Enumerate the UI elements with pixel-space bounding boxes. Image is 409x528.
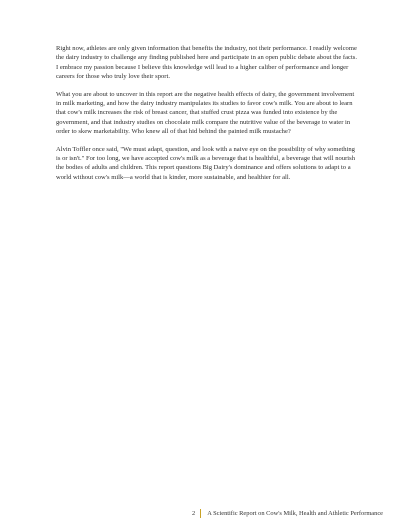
body-paragraph: Right now, athletes are only given information that benefits the industry, not their performance. I readily welcome the dairy industry to challenge any finding published here and participate in an open public debate about the facts. I embrace my passion because I believe this knowledge will lead to a higher caliber of performance and longer careers for those who truly love their sport. xyxy=(56,45,358,80)
footer-title: A Scientific Report on Cow's Milk, Health and Athletic Performance xyxy=(207,509,383,517)
page-number: 2 xyxy=(192,509,196,517)
body-paragraph: What you are about to uncover in this report are the negative health effects of dairy, the government involvement in milk marketing, and how the dairy industry manipulates its studies to favor cow's milk. You are about to learn that cow's milk increases the risk of breast cancer, that stuffed crust pizza was funded into existence by the government, and that industry studies on chocolate milk compare the nutritive value of the beverage to water in order to skew marketability. Who knew all of that hid behind the painted milk mustache? xyxy=(56,90,355,135)
page-footer xyxy=(0,508,409,518)
body-text xyxy=(56,44,360,190)
body-paragraph: Alvin Toffler once said, "We must adapt, question, and look with a naive eye on the possibility of why something is or isn't." For too long, we have accepted cow's milk as a beverage that is healthful, a beverage that will nourish the bodies of adults and children. This report questions Big Dairy's dominance and offers solutions to adapt to a world without cow's milk—a world that is kinder, more sustainable, and healthier for all. xyxy=(56,145,355,181)
footer-divider xyxy=(200,509,201,518)
